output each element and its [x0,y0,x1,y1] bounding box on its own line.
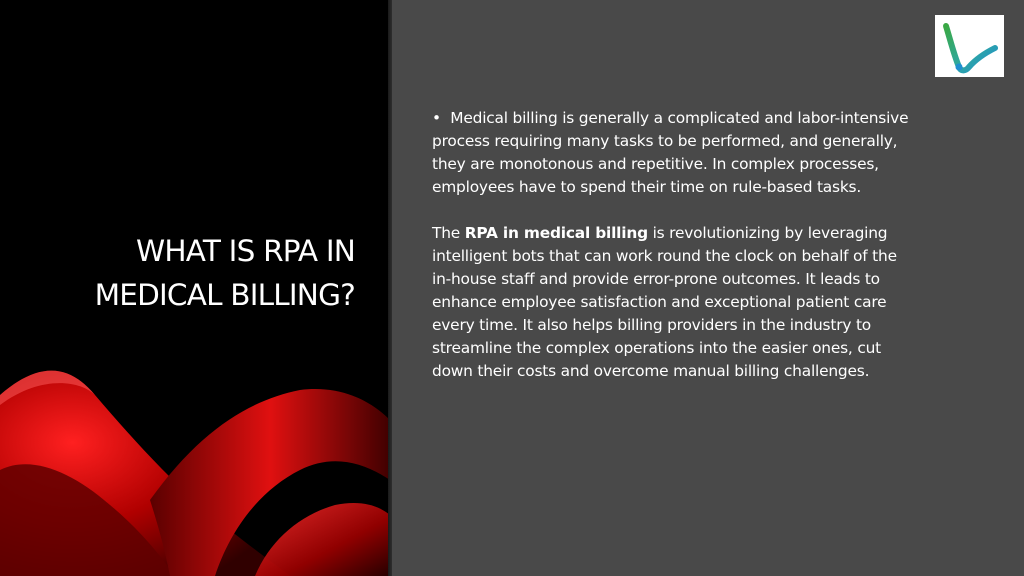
paragraph-intro [432,107,912,199]
paragraph-rpa [432,222,912,383]
company-logo [935,15,1004,77]
l-shaped-logo-icon [935,15,1004,77]
bullet-marker: • [432,109,441,127]
paragraph-rpa-prefix: The [432,224,465,242]
paragraph-spacer [432,199,912,222]
paragraph-rpa-text: is revolutionizing by leveraging intelligent bots that can work round the clock on behalf of the in-house staff and provide error-prone outcomes. It leads to enhance employee satisfaction and exceptional patient care every time. It also helps billing providers in the industry to streamline the complex operations into the easier ones, cut down their costs and overcome manual billing challenges. [432,224,897,380]
paragraph-intro-text: Medical billing is generally a complicated and labor-intensive process requiring many tasks to be performed, and generally, they are monotonous and repetitive. In complex processes, employees have to spend their time on rule-based tasks. [432,109,909,196]
rpa-highlight: RPA in medical billing [464,224,648,242]
slide-title: WHAT IS RPA IN MEDICAL BILLING? [94,234,355,312]
body-text [432,107,912,383]
